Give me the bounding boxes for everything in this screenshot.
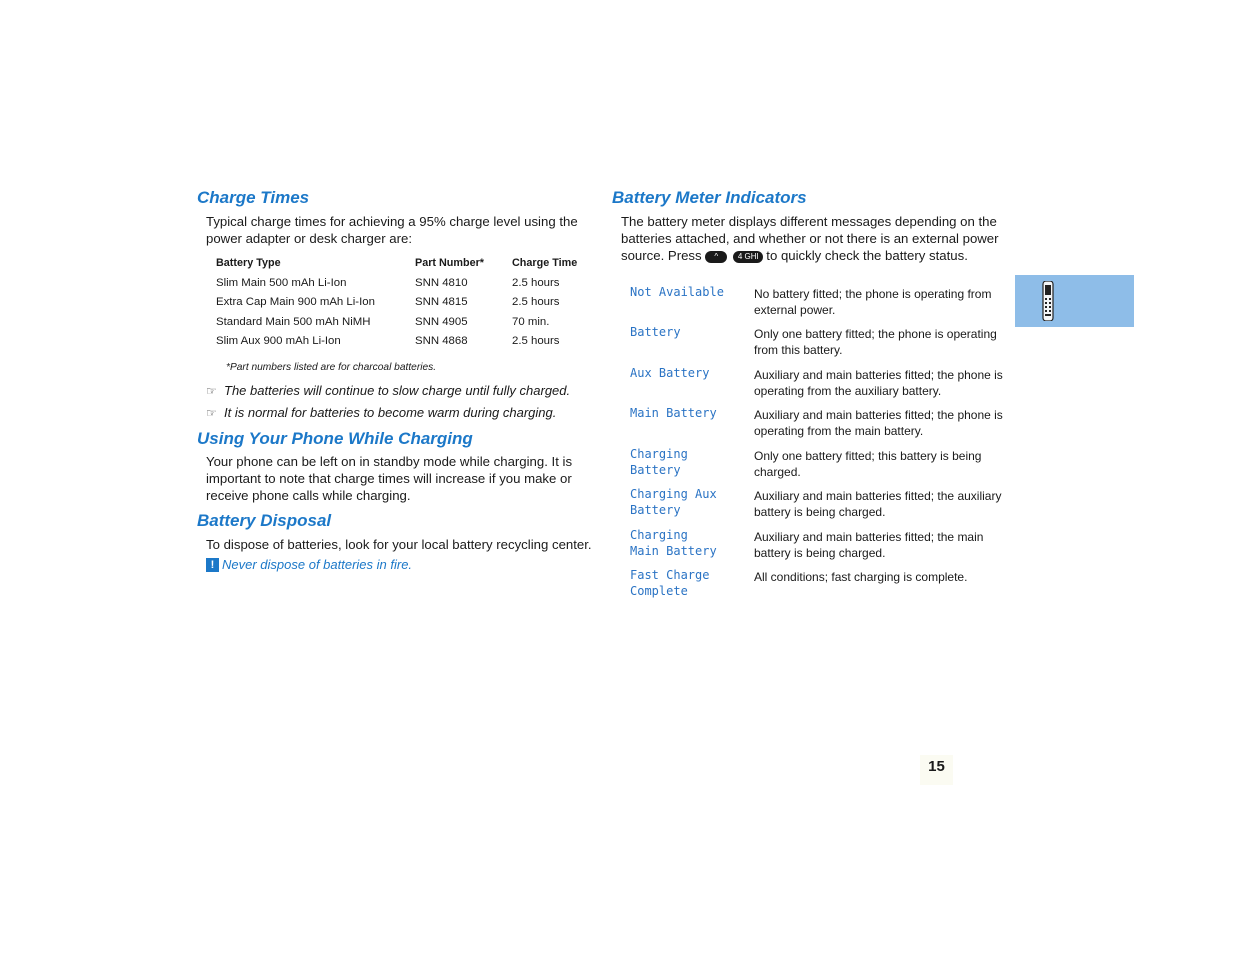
indicator-code: Charging Main Battery (630, 528, 717, 558)
key-4-icon: 4 GHI (733, 251, 763, 263)
table-cell: SNN 4810 (415, 276, 468, 289)
indicator-code: Charging Aux Battery (630, 487, 717, 517)
table-cell: Extra Cap Main 900 mAh Li-Ion (216, 296, 375, 309)
intro-text: The battery meter displays different messages depending on the batteries attached, and whether or not there is an external power source. Press (621, 214, 999, 263)
column-header: Part Number* (415, 257, 484, 269)
column-header: Charge Time (512, 257, 578, 269)
charge-times-table (210, 255, 598, 351)
pointing-hand-icon: ☞ (206, 405, 217, 420)
indicator-code: Fast Charge Complete (630, 568, 710, 598)
indicator-code: Aux Battery (630, 366, 710, 380)
table-cell: 2.5 hours (512, 276, 560, 289)
indicator-code: Charging Battery (630, 447, 688, 477)
indicator-description: Auxiliary and main batteries fitted; the phone is operating from the main battery. (754, 408, 1003, 438)
list-item (630, 527, 1010, 567)
indicator-code: Main Battery (630, 406, 717, 420)
battery-meter-list (630, 284, 1010, 607)
battery-disposal-body: To dispose of batteries, look for your local battery recycling center. (206, 537, 592, 552)
table-cell: SNN 4905 (415, 315, 468, 328)
indicator-description: All conditions; fast charging is complete. (754, 570, 968, 584)
list-item (630, 486, 1010, 527)
warning-text: Never dispose of batteries in fire. (222, 557, 413, 572)
using-phone-heading: Using Your Phone While Charging (197, 429, 473, 448)
charge-times-heading: Charge Times (197, 188, 310, 207)
table-cell: SNN 4815 (415, 296, 468, 309)
indicator-description: Auxiliary and main batteries fitted; the auxiliary battery is being charged. (754, 489, 1002, 519)
table-row (210, 332, 598, 352)
table-cell: Standard Main 500 mAh NiMH (216, 315, 371, 328)
list-item (630, 405, 1010, 446)
indicator-description: Auxiliary and main batteries fitted; the phone is operating from the auxiliary battery. (754, 368, 1003, 398)
table-header-row (210, 255, 598, 273)
note-text: It is normal for batteries to become warm during charging. (224, 405, 557, 420)
table-row (210, 273, 598, 293)
note-slow-charge (206, 383, 570, 398)
phone-icon (1041, 281, 1055, 321)
indicator-description: Only one battery fitted; this battery is being charged. (754, 449, 982, 479)
list-item (630, 324, 1010, 365)
table-cell: 70 min. (512, 315, 550, 328)
list-item (630, 446, 1010, 486)
page-number: 15 (920, 755, 953, 785)
note-text: The batteries will continue to slow charge until fully charged. (224, 383, 571, 398)
table-cell: Slim Aux 900 mAh Li-Ion (216, 335, 341, 348)
indicator-code: Battery (630, 325, 681, 339)
indicator-description: Only one battery fitted; the phone is operating from this battery. (754, 327, 997, 357)
list-item (630, 567, 1010, 607)
using-phone-body: Your phone can be left on in standby mode while charging. It is important to note that charge times will increase if you make or receive phone calls while charging. (206, 454, 573, 503)
table-footnote: *Part numbers listed are for charcoal batteries. (226, 362, 437, 373)
indicator-description: Auxiliary and main batteries fitted; the main battery is being charged. (754, 530, 984, 560)
battery-meter-heading: Battery Meter Indicators (612, 188, 807, 207)
up-arrow-key-icon: ^ (705, 251, 727, 263)
battery-disposal-heading: Battery Disposal (197, 511, 332, 530)
exclamation-icon: ! (206, 558, 219, 572)
pointing-hand-icon: ☞ (206, 383, 217, 398)
note-warm (206, 405, 556, 420)
warning-fire (206, 557, 412, 572)
table-cell: Slim Main 500 mAh Li-Ion (216, 276, 347, 289)
intro-text-end: to quickly check the battery status. (766, 248, 968, 263)
list-item (630, 365, 1010, 405)
section-tab (1015, 275, 1134, 327)
table-cell: SNN 4868 (415, 335, 468, 348)
table-cell: 2.5 hours (512, 296, 560, 309)
column-header: Battery Type (216, 257, 281, 269)
table-cell: 2.5 hours (512, 335, 560, 348)
table-row (210, 312, 598, 332)
battery-meter-intro (621, 213, 1013, 264)
indicator-description: No battery fitted; the phone is operating from external power. (754, 287, 992, 317)
list-item (630, 284, 1010, 324)
indicator-code: Not Available (630, 285, 724, 299)
table-row (210, 293, 598, 313)
charge-times-intro: Typical charge times for achieving a 95% charge level using the power adapter or desk charger are: (206, 214, 578, 246)
